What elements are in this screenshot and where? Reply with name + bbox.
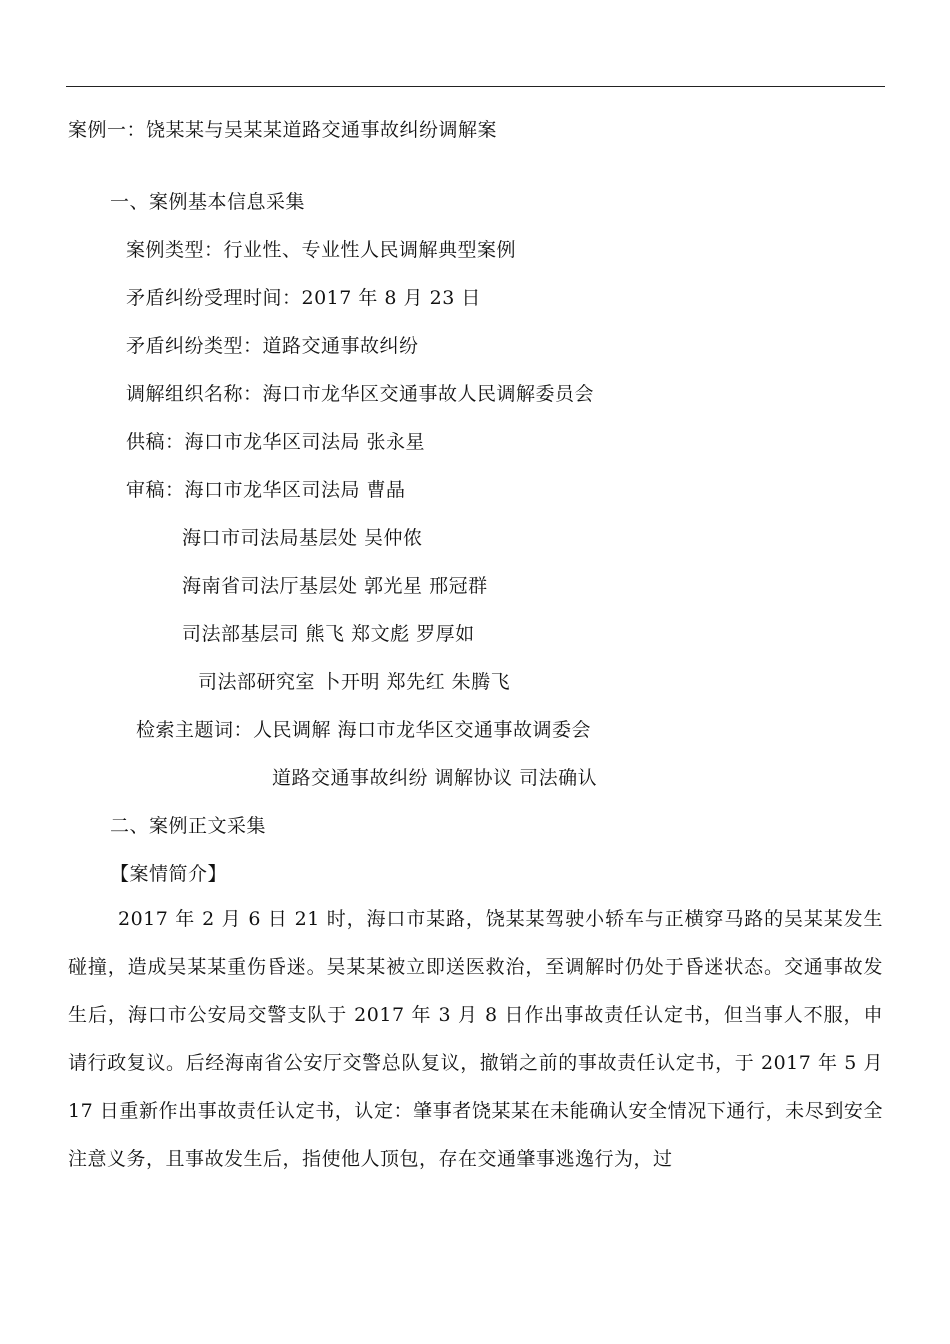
section-heading-basic-info: 一、案例基本信息采集 (110, 191, 306, 213)
field-reviewer: 审稿：海口市龙华区司法局 曹晶 (126, 479, 406, 501)
reviewer-line: 司法部基层司 熊飞 郑文彪 罗厚如 (182, 623, 475, 645)
keywords-line-continued: 道路交通事故纠纷 调解协议 司法确认 (272, 767, 598, 789)
field-contributor: 供稿：海口市龙华区司法局 张永星 (126, 431, 426, 453)
case-intro-heading: 【案情简介】 (110, 863, 228, 885)
field-org-name: 调解组织名称：海口市龙华区交通事故人民调解委员会 (126, 383, 595, 405)
keywords-line: 检索主题词：人民调解 海口市龙华区交通事故调委会 (136, 719, 592, 741)
body-paragraph: 2017 年 2 月 6 日 21 时，海口市某路，饶某某驾驶小轿车与正横穿马路的吴某某发生碰撞，造成吴某某重伤昏迷。吴某某被立即送医救治，至调解时仍处于昏迷状态。交通事故发生后，海口市公安局交警支队于 2017 年 3 月 8 日作出事故责任认定书，但当事人不服，申请行政复议。后经海南省公安厅交警总队复议，撤销之前的事故责任认定书，于 2017 年 5 月 17 日重新作出事故责任认定书，认定：肇事者饶某某在未能确认安全情况下通行，未尽到安全注意义务，且事故发生后，指使他人顶包，存在交通肇事逃逸行为，过 (68, 908, 883, 1170)
reviewer-line: 海南省司法厅基层处 郭光星 邢冠群 (182, 575, 488, 597)
field-accept-time: 矛盾纠纷受理时间：2017 年 8 月 23 日 (126, 287, 481, 309)
header-rule (66, 86, 885, 87)
document-title: 案例一：饶某某与吴某某道路交通事故纠纷调解案 (68, 119, 498, 141)
field-dispute-type: 矛盾纠纷类型：道路交通事故纠纷 (126, 335, 419, 357)
reviewer-line: 司法部研究室 卜开明 郑先红 朱腾飞 (198, 671, 511, 693)
reviewer-line: 海口市司法局基层处 吴仲侬 (182, 527, 423, 549)
field-case-type: 案例类型：行业性、专业性人民调解典型案例 (126, 239, 517, 261)
section-heading-body: 二、案例正文采集 (110, 815, 267, 837)
